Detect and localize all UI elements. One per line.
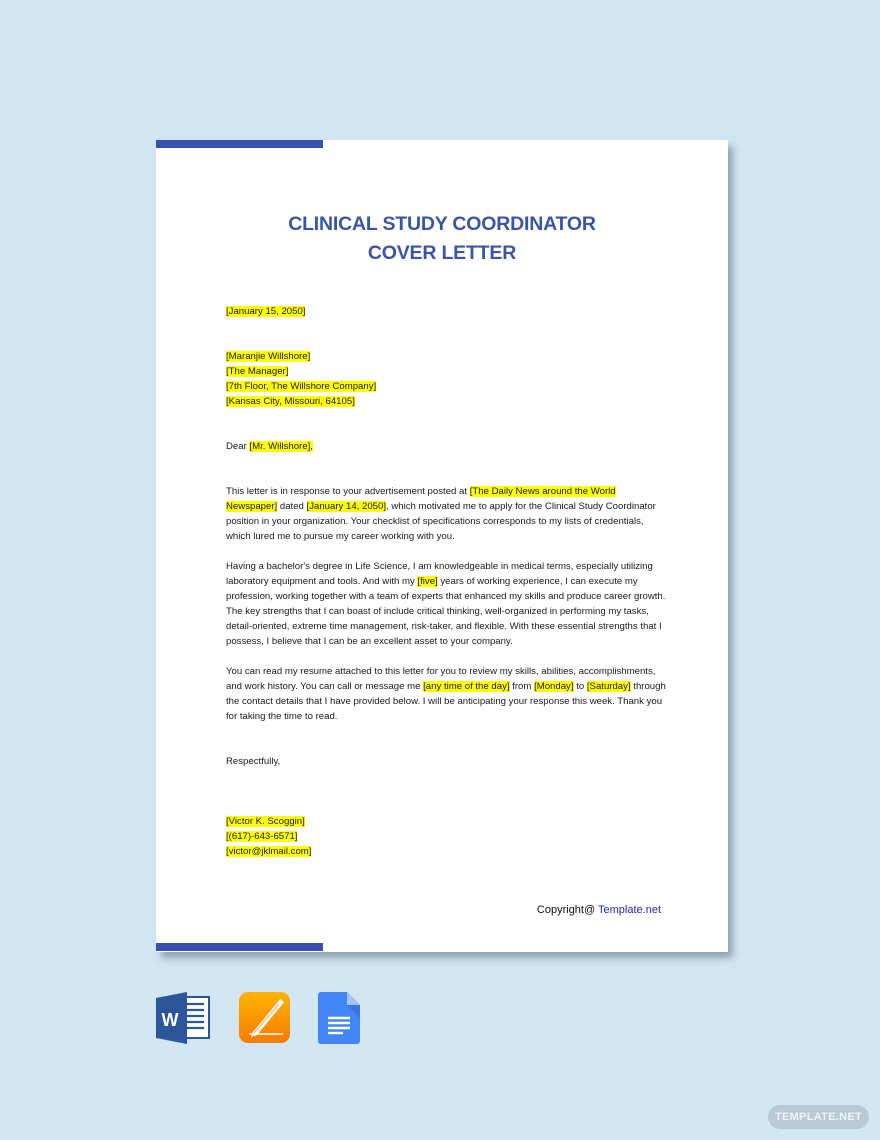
letter-body: [226, 304, 666, 859]
end-day-field: [Saturday]: [586, 681, 631, 692]
closing: Respectfully,: [226, 756, 281, 767]
paragraph-2: Having a bachelor's degree in Life Science, I am knowledgeable in medical terms, especially utilizing laboratory equipment and tools. And with my [five] years of working experience, I can execute my profession, working together with a team of experts that enhanced my skills and produce career growth. The key strengths that I can boast of include critical thinking, well-organized in performing my tasks, detail-oriented, extreme time management, risk-taker, and flexible. With these essential strengths that I possess, I believe that I can be an excellent asset to your company.: [226, 561, 666, 647]
years-field: [five]: [417, 576, 438, 587]
title-line-1: CLINICAL STUDY COORDINATOR: [288, 213, 596, 235]
availability-field: [any time of the day]: [423, 681, 510, 692]
sender-phone: [(617)-643-6571]: [226, 831, 298, 842]
pages-icon[interactable]: [239, 992, 290, 1048]
top-accent-bar: [156, 140, 323, 148]
date-field: [January 15, 2050]: [226, 306, 306, 317]
copyright-notice: Copyright@ Template.net: [536, 904, 661, 916]
start-day-field: [Monday]: [534, 681, 574, 692]
google-docs-icon[interactable]: [318, 992, 360, 1049]
document-title: [156, 210, 728, 268]
sender-name: [Victor K. Scoggin]: [226, 816, 305, 827]
salutation-name: [Mr. Willshore],: [249, 441, 313, 452]
document-page: [156, 140, 728, 952]
bottom-accent-bar: [156, 943, 323, 951]
title-line-2: COVER LETTER: [367, 242, 517, 264]
recipient-name: [Maranjie Willshore]: [226, 351, 311, 362]
ad-date-field: [January 14, 2050]: [306, 501, 387, 512]
svg-text:W: W: [161, 1010, 179, 1030]
template-net-watermark: TEMPLATE.NET: [768, 1105, 869, 1129]
word-icon[interactable]: [156, 992, 210, 1049]
recipient-address-1: [7th Floor, The Willshore Company]: [226, 381, 377, 392]
paragraph-1: This letter is in response to your advertisement posted at [The Daily News around the World Newspaper] dated [January 14, 2050], which motivated me to apply for the Clinical Study Coordinator position in your organization. Your checklist of specifications corresponds to my lists of credentials, which lured me to pursue my career working with you.: [226, 486, 656, 542]
paragraph-3: You can read my resume attached to this letter for you to review my skills, abilities, accomplishments, and work history. You can call or message me [any time of the day] from [Monday] to [Saturday] through the contact details that I have provided below. I will be anticipating your response this week. Thank you for taking the time to read.: [226, 666, 666, 722]
recipient-address-2: [Kansas City, Missouri, 64105]: [226, 396, 355, 407]
recipient-position: [The Manager]: [226, 366, 289, 377]
template-net-link[interactable]: Template.net: [598, 904, 661, 916]
sender-email: [victor@jklmail.com]: [226, 846, 312, 857]
newspaper-field: [The Daily News around the World Newspaper]: [226, 486, 616, 512]
salutation: Dear [Mr. Willshore],: [226, 441, 313, 452]
